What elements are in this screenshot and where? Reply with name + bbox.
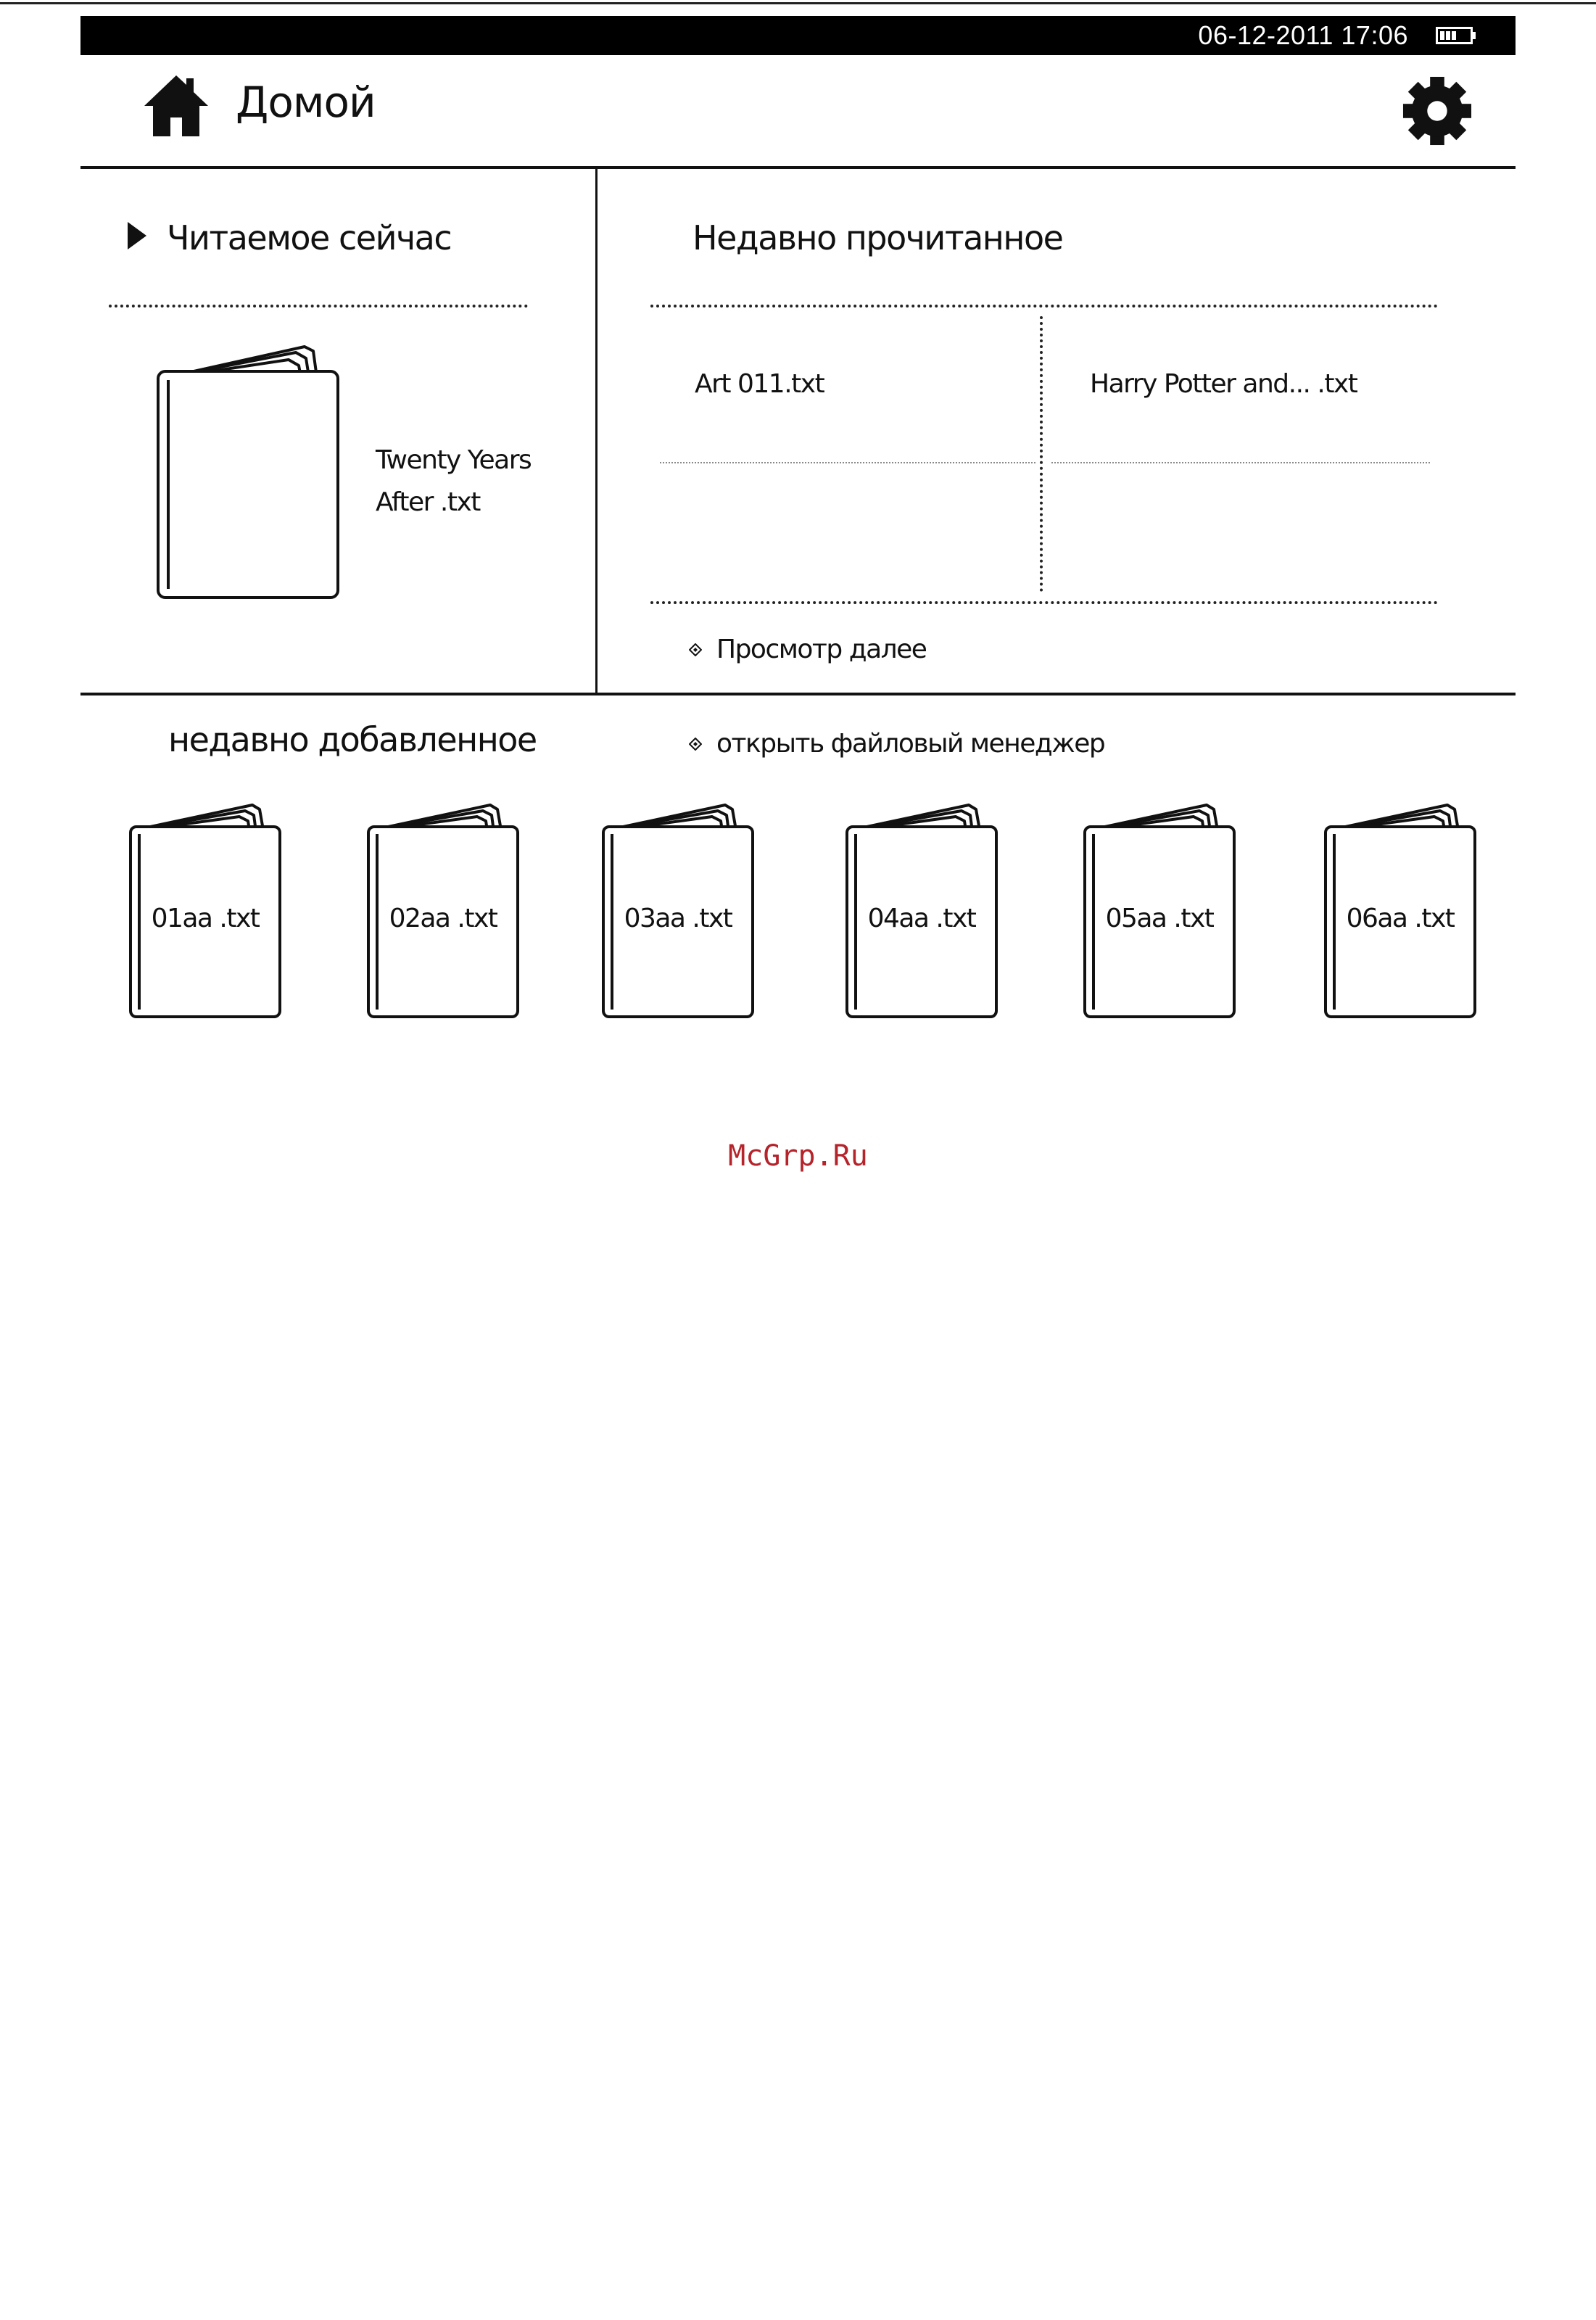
recently-read-item[interactable]: Art 011.txt bbox=[695, 369, 824, 399]
play-icon bbox=[126, 220, 148, 251]
book-label: 02aa .txt bbox=[389, 904, 497, 933]
now-reading-book[interactable] bbox=[154, 341, 342, 600]
book-title-line-1: Twenty Years bbox=[376, 445, 532, 475]
panel-divider bbox=[595, 168, 598, 694]
header-divider bbox=[80, 166, 1516, 169]
now-reading-separator bbox=[109, 305, 528, 307]
book-label: 01aa .txt bbox=[151, 904, 260, 933]
recently-added-book[interactable] bbox=[843, 801, 1001, 1020]
top-border bbox=[0, 2, 1596, 4]
now-reading-book-title[interactable] bbox=[376, 439, 531, 524]
recently-read-row-separator bbox=[1051, 462, 1430, 463]
book-label: 03aa .txt bbox=[624, 904, 732, 933]
recently-added-book[interactable] bbox=[1321, 801, 1479, 1020]
now-reading-title: Читаемое сейчас bbox=[167, 218, 452, 257]
recently-added-title: недавно добавленное bbox=[168, 720, 537, 759]
page-title: Домой bbox=[236, 78, 376, 127]
book-icon bbox=[154, 341, 342, 600]
recently-read-row-separator bbox=[660, 462, 1035, 463]
book-label: 04aa .txt bbox=[867, 904, 976, 933]
recently-added-book[interactable] bbox=[599, 801, 757, 1020]
recently-read-column-divider bbox=[1040, 316, 1043, 592]
recently-read-item[interactable]: Harry Potter and... .txt bbox=[1090, 369, 1357, 399]
recently-read-bottom-separator bbox=[650, 601, 1438, 604]
diamond-bullet-icon bbox=[689, 738, 702, 751]
recently-added-book[interactable] bbox=[126, 801, 284, 1020]
recently-read-top-separator bbox=[650, 305, 1438, 307]
view-more-label: Просмотр далее bbox=[716, 635, 927, 664]
status-datetime: 06-12-2011 17:06 bbox=[1198, 20, 1408, 50]
gear-icon[interactable] bbox=[1402, 75, 1473, 146]
recently-added-book[interactable] bbox=[1080, 801, 1239, 1020]
recently-read-title: Недавно прочитанное bbox=[692, 218, 1063, 257]
watermark: McGrp.Ru bbox=[728, 1139, 868, 1173]
status-bar bbox=[80, 16, 1516, 55]
diamond-bullet-icon bbox=[689, 643, 702, 656]
open-file-manager-label: открыть файловый менеджер bbox=[716, 729, 1105, 759]
open-file-manager-link[interactable] bbox=[689, 728, 1104, 760]
battery-icon bbox=[1436, 26, 1476, 45]
book-label: 05aa .txt bbox=[1105, 904, 1214, 933]
book-label: 06aa .txt bbox=[1346, 904, 1455, 933]
home-icon[interactable] bbox=[143, 73, 210, 138]
view-more-link[interactable] bbox=[689, 634, 926, 666]
book-title-line-2: After .txt bbox=[376, 487, 480, 517]
header bbox=[80, 55, 1516, 167]
section-divider bbox=[80, 693, 1516, 695]
recently-added-book[interactable] bbox=[364, 801, 522, 1020]
